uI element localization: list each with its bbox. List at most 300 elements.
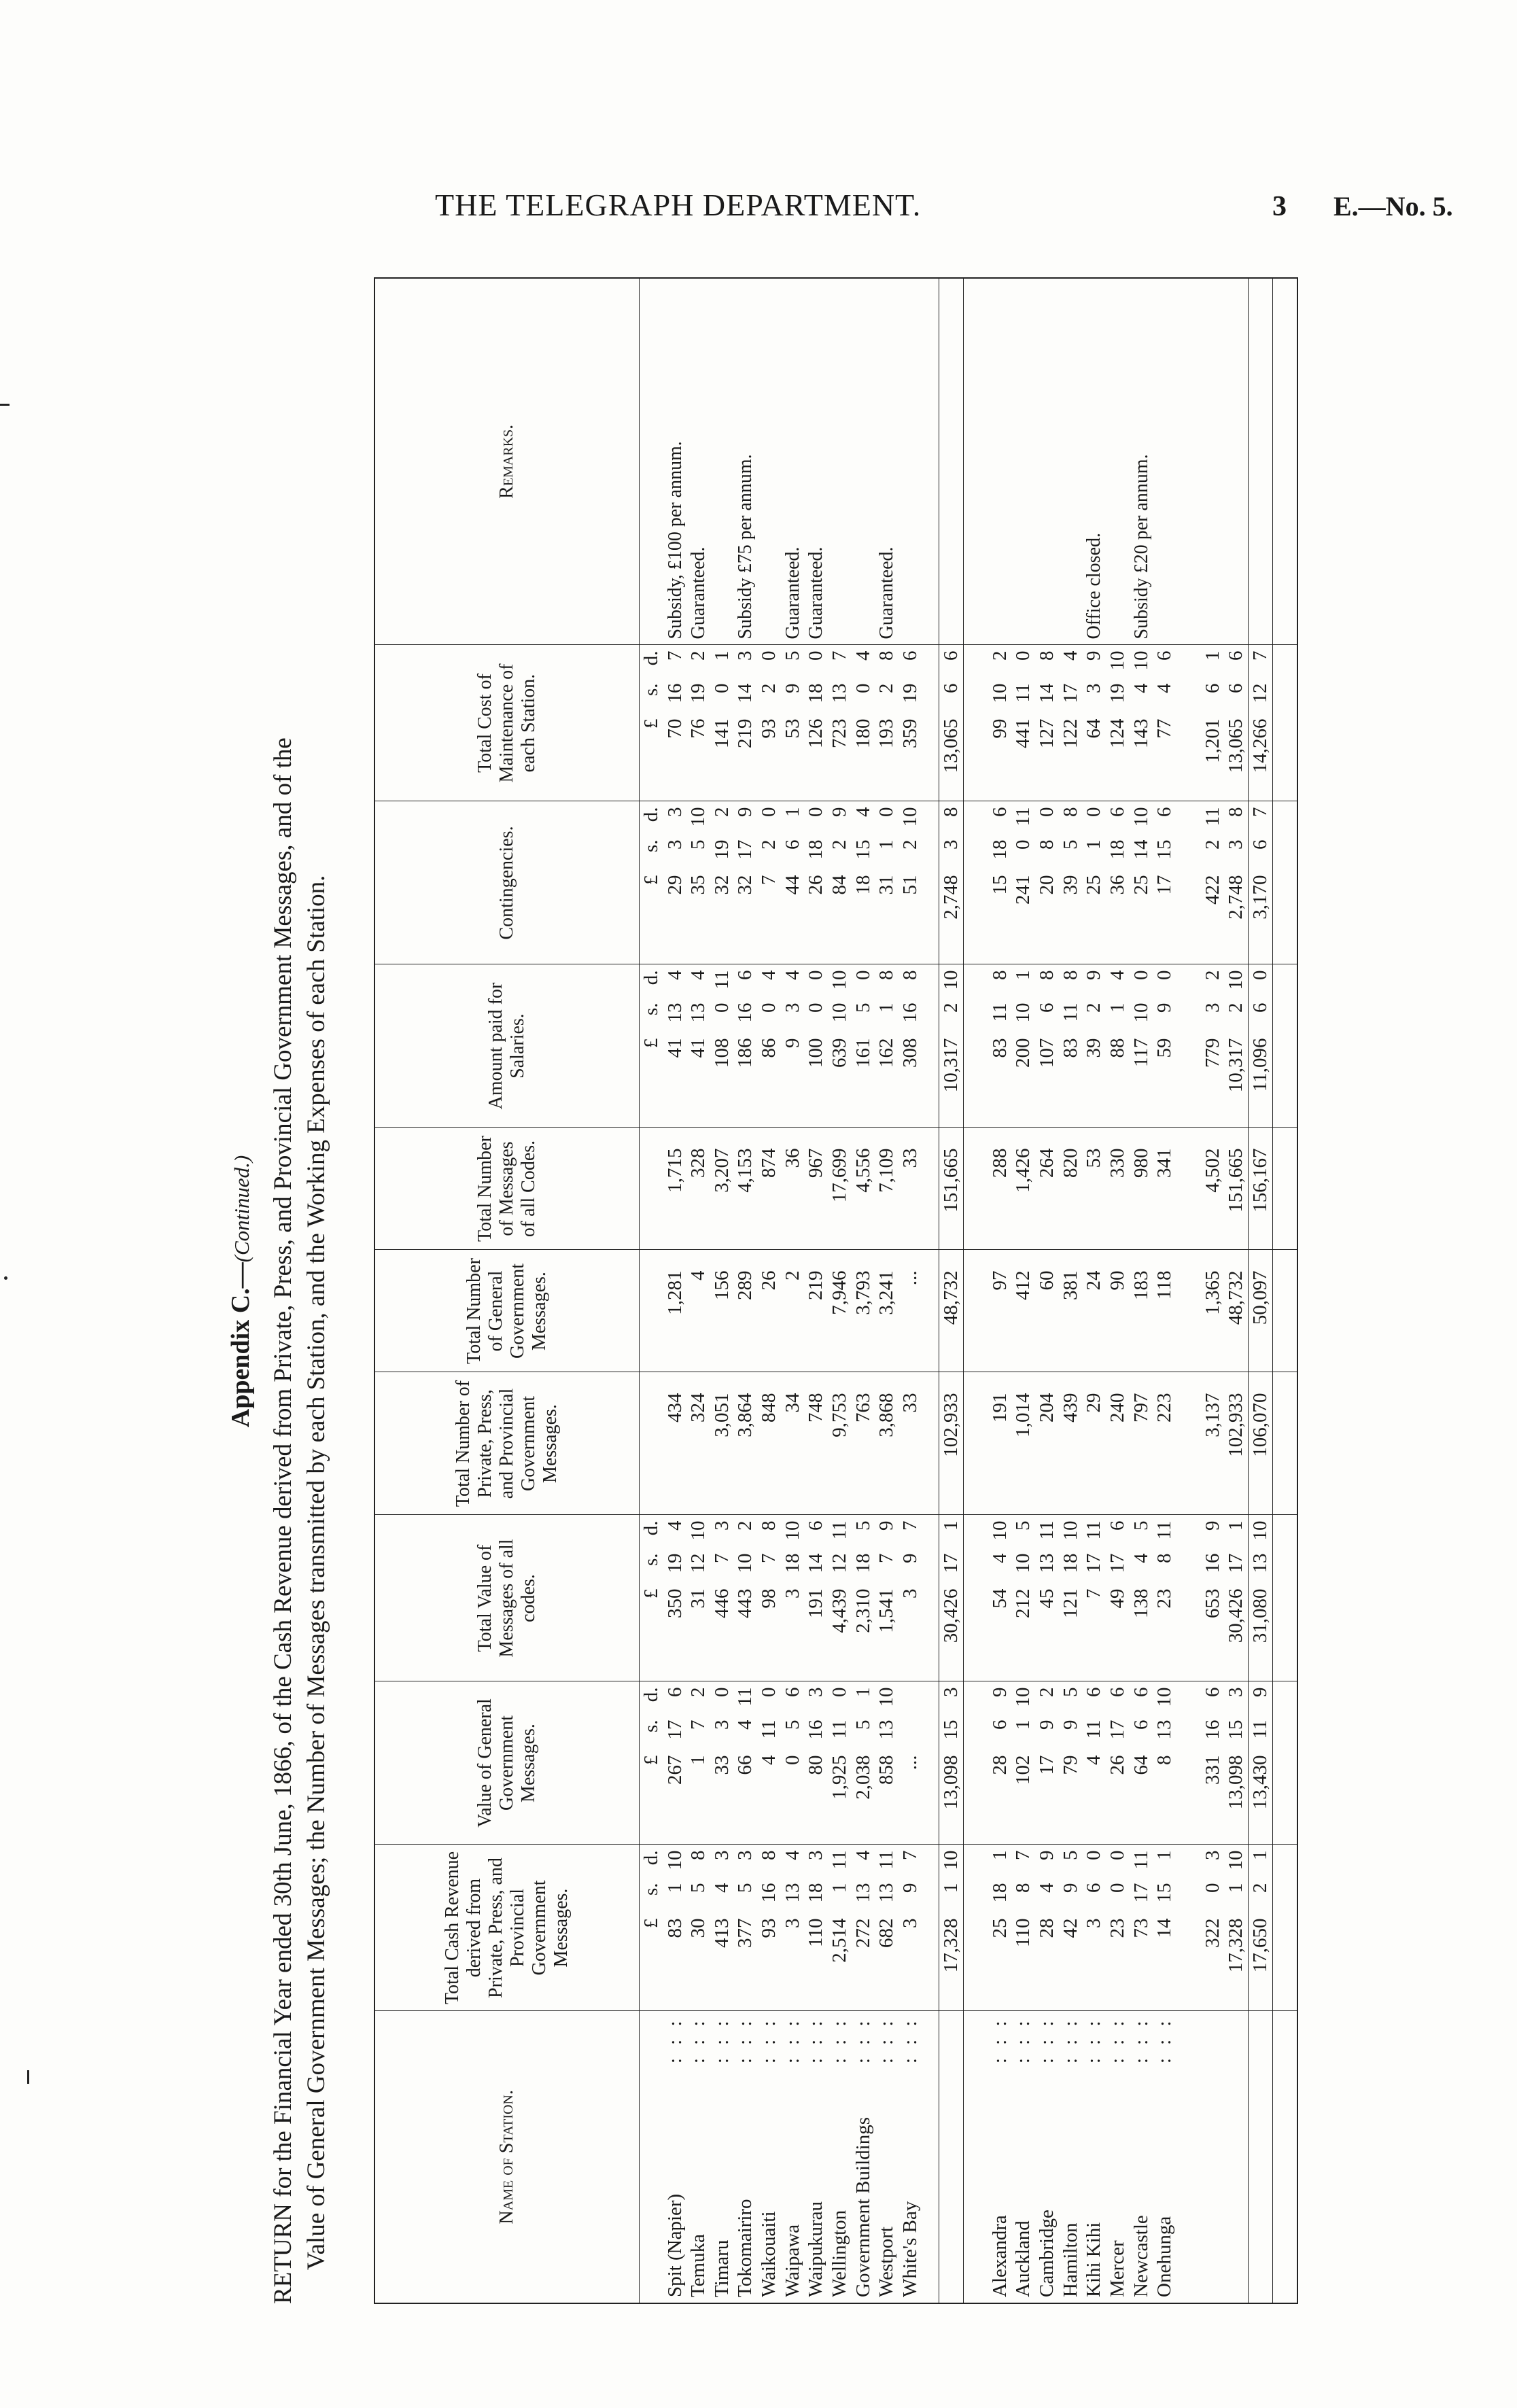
maintenance-pence: 10 [1106,650,1128,671]
contingencies-pence: 11 [1012,807,1034,826]
station-row [1106,278,1130,2303]
cell-maintenance [1059,645,1083,801]
maintenance-pence: 1 [1201,650,1223,661]
cell-contingencies [1035,801,1059,964]
cash-pounds: 17,328 [940,1918,962,1973]
contingencies-money [758,807,780,959]
total-pounds: 653 [1201,1588,1223,1618]
contingencies-pounds: 25 [1083,875,1105,895]
maintenance-pounds: 1,201 [1201,718,1223,763]
contingencies-pence: 10 [687,807,710,827]
cash-pence: 9 [1036,1850,1058,1860]
document-reference: E.—No. 5. [1333,191,1453,222]
station-name: Cambridge [1036,2210,1058,2297]
general-pounds: 102 [1012,1755,1034,1785]
cell-number-private: 848 [757,1372,781,1515]
general-pounds: 80 [805,1755,827,1775]
empty-cell [922,1681,939,1845]
cash-money [735,1851,756,2006]
cell-contingencies [1225,801,1249,964]
cell-number-general: 90 [1106,1250,1130,1372]
maintenance-pounds: 77 [1153,718,1176,739]
cell-number-all: 980 [1130,1128,1153,1250]
salaries-money [758,971,780,1122]
contingencies-pounds: 29 [663,875,686,895]
cash-money [1107,1851,1128,2006]
total-pence: 5 [1130,1520,1152,1531]
cell-salaries [663,964,687,1128]
cell-general-value [899,1681,922,1845]
contingencies-shillings: 14 [1130,839,1152,860]
units-total [640,1515,663,1681]
total-money [941,1521,962,1676]
maintenance-pence: 7 [663,650,686,661]
salaries-shillings: 3 [1201,1002,1223,1013]
empty-cell [1272,801,1297,964]
cell-number-private: 439 [1059,1372,1083,1515]
spacer-row [964,278,988,2303]
total-pence: 6 [805,1520,827,1531]
unit-label: s. [640,1002,662,1016]
cell-contingencies [686,801,710,964]
units-maintenance [640,645,663,801]
salaries-pounds: 117 [1130,1038,1152,1067]
cash-pence: 7 [1012,1850,1034,1860]
cell-cash-revenue [686,1845,710,2011]
salaries-pence: 4 [663,970,686,980]
maintenance-pounds: 64 [1083,718,1105,739]
empty-cell [1225,278,1249,645]
salaries-money [829,971,850,1122]
maintenance-pounds: 180 [852,718,874,748]
cash-money [876,1851,897,2006]
cell-contingencies [1012,801,1036,964]
return-title [266,279,333,2304]
cell-maintenance [852,645,875,801]
cell-number-general: 183 [1130,1250,1153,1372]
maintenance-pence: 10 [1130,650,1152,671]
maintenance-pounds: 124 [1106,718,1128,748]
salaries-pence: 4 [687,970,710,980]
general-pounds: 66 [734,1755,756,1775]
unit-label: s. [640,839,662,853]
contingencies-pounds: 7 [758,875,780,885]
general-pence: 6 [781,1687,803,1697]
maintenance-shillings: 14 [1036,683,1058,703]
cash-shillings: 18 [988,1883,1011,1903]
cell-general-value [1012,1681,1036,1845]
unit-label: £ [640,718,662,729]
cell-total-value [1249,1515,1273,1681]
maintenance-shillings: 9 [781,683,803,693]
cell-total-value [757,1515,781,1681]
cell-contingencies [1059,801,1083,964]
station-name-wrap [1060,2017,1081,2298]
total-money [1107,1521,1128,1676]
cell-number-all: 330 [1106,1128,1130,1250]
cash-pounds: 30 [687,1918,710,1938]
cell-contingencies [1249,801,1273,964]
total-shillings: 17 [940,1553,962,1573]
rotated-return-block [224,279,1285,2304]
station-row [757,278,781,2303]
cell-contingencies [852,801,875,964]
cell-general-value [1035,1681,1059,1845]
remarks-cell [1059,278,1083,645]
general-pence: 6 [1106,1687,1128,1697]
cell-number-private: 191 [988,1372,1012,1515]
maintenance-pence: 2 [988,650,1011,661]
general-money [1131,1688,1152,1839]
page-number: 3 [1272,191,1287,222]
remarks-cell: Guaranteed. [875,278,899,645]
contingencies-pounds: 25 [1130,875,1152,895]
general-pounds: 79 [1059,1755,1081,1775]
total-pence: 3 [710,1520,733,1531]
total-pence: 5 [1012,1520,1034,1531]
empty-cell [1176,1681,1201,1845]
unit-label: £ [640,875,662,885]
contingencies-shillings: 5 [687,839,710,850]
contingencies-money [990,807,1011,959]
cash-pounds: 17,650 [1249,1918,1272,1973]
salaries-shillings: 2 [1225,1002,1247,1013]
station-name: Newcastle [1130,2215,1152,2297]
general-shillings [900,1720,921,1756]
maintenance-money [1154,651,1175,796]
salaries-shillings: 11 [1059,1002,1081,1022]
cash-shillings: 9 [899,1883,921,1893]
maintenance-money [735,651,756,796]
header-contingencies: Contingencies. [374,801,640,964]
cell-number-private: 102,933 [1225,1372,1249,1515]
cell-general-value [710,1681,734,1845]
cell-number-general: 97 [988,1250,1012,1372]
maintenance-pounds: 13,065 [1225,718,1247,773]
salaries-pounds: 39 [1083,1038,1105,1058]
general-pounds: 28 [988,1755,1011,1775]
cell-cash-revenue [875,1845,899,2011]
cell-salaries [1035,964,1059,1128]
contingencies-pence: 6 [988,807,1011,817]
cell-maintenance [710,645,734,801]
cell-general-value [805,1681,829,1845]
cell-number-all: 7,109 [875,1128,899,1250]
cell-number-private: 33 [899,1372,922,1515]
station-row [1035,278,1059,2303]
maintenance-money [876,651,897,796]
maintenance-pounds: 13,065 [940,718,962,773]
unit-label: d. [640,970,662,985]
cell-maintenance [988,645,1012,801]
units-group [641,1521,662,1676]
cash-pounds: 272 [852,1918,874,1948]
cell-total-value [852,1515,875,1681]
maintenance-shillings: 4 [1153,683,1176,693]
cell-number-private: 3,864 [734,1372,758,1515]
maintenance-money [829,651,850,796]
station-name-cell [1130,2011,1153,2303]
header-total-value: Total Value of Messages of all codes. [374,1515,640,1681]
maintenance-pounds: 14,266 [1249,718,1272,773]
salaries-pence: 0 [1153,970,1176,980]
cash-money [1013,1851,1034,2006]
contingencies-shillings: 0 [1012,839,1034,850]
cell-cash-revenue [805,1845,829,2011]
empty-cell [1272,964,1297,1128]
remarks-cell [710,278,734,645]
unit-label: £ [640,1918,662,1928]
station-name: Auckland [1012,2220,1034,2297]
cash-pence: 7 [899,1850,921,1860]
salaries-shillings: 13 [687,1002,710,1023]
empty-cell [1272,278,1297,645]
general-shillings: 6 [1130,1720,1152,1730]
cell-number-private: 3,868 [875,1372,899,1515]
general-pounds: 858 [875,1755,898,1785]
salaries-pence: 0 [1249,970,1272,980]
cell-number-all: 151,665 [939,1128,964,1250]
cell-general-value [1201,1681,1225,1845]
cash-pence: 0 [1083,1850,1105,1860]
cash-shillings: 15 [1153,1883,1176,1903]
cell-number-private: 106,070 [1249,1372,1273,1515]
station-row [988,278,1012,2303]
station-name: Westport [875,2227,898,2297]
cell-cash-revenue [1059,1845,1083,2011]
contingencies-money [853,807,874,959]
remarks-cell: Guaranteed. [686,278,710,645]
general-shillings: 11 [1083,1720,1105,1739]
cash-pounds: 23 [1106,1918,1128,1938]
general-pence: 10 [1153,1687,1176,1707]
station-name-cell [781,2011,805,2303]
cash-shillings: 4 [710,1883,733,1893]
empty-cell [640,2011,663,2303]
cell-maintenance [828,645,852,801]
salaries-shillings: 16 [899,1002,921,1023]
total-shillings: 18 [852,1553,874,1573]
total-money [735,1521,756,1676]
units-general [640,1681,663,1845]
contingencies-shillings: 18 [1106,839,1128,860]
empty-cell [640,1128,663,1250]
salaries-shillings: 2 [1083,1002,1105,1013]
general-money [688,1688,709,1839]
cell-total-value [1106,1515,1130,1681]
cell-number-private: 34 [781,1372,805,1515]
total-pence: 11 [1083,1520,1105,1540]
station-name: Government Buildings [852,2116,874,2297]
general-money [1013,1688,1034,1839]
contingencies-shillings: 15 [852,839,874,860]
station-row [828,278,852,2303]
cell-maintenance [939,645,964,801]
empty-cell [1201,278,1225,645]
empty-cell [922,1128,939,1250]
contingencies-pence: 3 [663,807,686,817]
cell-number-all: 328 [686,1128,710,1250]
station-name: Waipawa [781,2224,803,2297]
total-shillings: 10 [734,1553,756,1573]
cash-pounds: 322 [1201,1918,1223,1948]
cell-general-value [1083,1681,1106,1845]
general-pounds: 2,038 [852,1755,874,1800]
total-pounds: 2,310 [852,1588,874,1633]
total-money [853,1521,874,1676]
cell-contingencies [875,801,899,964]
cell-salaries [988,964,1012,1128]
station-name-cell [828,2011,852,2303]
cash-shillings: 1 [1225,1883,1247,1893]
cell-number-all: 341 [1153,1128,1176,1250]
maintenance-pounds: 359 [899,718,921,748]
header-number-all: Total Number of Messages of all Codes. [374,1128,640,1250]
total-shillings: 7 [875,1553,898,1563]
contingencies-pence: 10 [1130,807,1152,827]
station-name: Mercer [1106,2240,1128,2297]
leader-dots: : : : [1153,2017,1176,2064]
general-money [1036,1688,1058,1839]
salaries-shillings: 10 [829,1002,850,1023]
salaries-money [1131,971,1152,1122]
cell-number-general: 289 [734,1250,758,1372]
station-name-wrap [990,2017,1011,2298]
total-pence: 10 [1249,1520,1272,1541]
general-money [782,1688,803,1839]
maintenance-money [712,651,733,796]
station-row [852,278,875,2303]
salaries-money [1083,971,1104,1122]
leader-dots: : : : [1012,2017,1034,2064]
maintenance-pence: 5 [781,650,803,661]
cell-maintenance [1153,645,1176,801]
maintenance-pence: 1 [710,650,733,661]
cash-pence: 11 [1130,1850,1152,1870]
contingencies-money [665,807,686,959]
maintenance-money [941,651,962,796]
cell-general-value [1153,1681,1176,1845]
cash-shillings: 8 [1012,1883,1034,1893]
station-name: Alexandra [988,2215,1011,2297]
cell-total-value [899,1515,922,1681]
cell-number-all: 4,502 [1201,1128,1225,1250]
maintenance-money [1131,651,1152,796]
general-pence: 6 [1083,1687,1105,1697]
general-money [758,1688,780,1839]
salaries-pence: 0 [805,970,827,980]
total-money [1154,1521,1175,1676]
leader-dots: : : : [687,2017,710,2064]
maintenance-pence: 7 [1249,650,1272,661]
salaries-pounds: 161 [852,1038,874,1068]
maintenance-pence: 4 [852,650,874,661]
contingencies-pounds: 3,170 [1249,875,1272,920]
general-pounds: 1 [687,1755,710,1765]
cell-contingencies [1083,801,1106,964]
contingencies-money [900,807,921,959]
maintenance-pence: 0 [1012,650,1034,661]
units-salaries [640,964,663,1128]
maintenance-shillings: 6 [940,683,962,693]
contingencies-money [1225,807,1246,959]
salaries-pence: 6 [734,970,756,980]
station-name-wrap [876,2017,897,2298]
salaries-shillings: 0 [758,1002,780,1013]
header-general-value: Value of General Government Messages. [374,1681,640,1845]
general-shillings: 15 [1225,1720,1247,1740]
maintenance-pounds: 70 [663,718,686,739]
maintenance-shillings: 12 [1249,683,1272,703]
cell-number-private: 102,933 [939,1372,964,1515]
total-pence: 11 [829,1520,850,1540]
contingencies-pence: 8 [1225,807,1247,817]
salaries-pounds: 308 [899,1038,921,1068]
filler-row [1272,278,1297,2303]
remarks-cell [828,278,852,645]
contingencies-money [1202,807,1223,959]
salaries-shillings: 0 [710,1002,733,1013]
general-pence: 9 [1249,1687,1272,1697]
empty-cell [1272,1372,1297,1515]
empty-cell [964,1372,988,1515]
salaries-money [665,971,686,1122]
cash-shillings: 17 [1130,1883,1152,1903]
cell-total-value [828,1515,852,1681]
cell-maintenance [1106,645,1130,801]
empty-cell [922,2011,939,2303]
contingencies-pounds: 36 [1106,875,1128,895]
cell-contingencies [710,801,734,964]
cash-money [941,1851,962,2006]
maintenance-pounds: 76 [687,718,710,739]
cell-number-general: 3,793 [852,1250,875,1372]
salaries-money [1250,971,1271,1122]
station-name-wrap [1107,2017,1128,2298]
cell-number-private: 434 [663,1372,687,1515]
station-row [875,278,899,2303]
salaries-shillings: 6 [1249,1002,1272,1013]
general-pence: 0 [710,1687,733,1697]
cell-total-value [1059,1515,1083,1681]
cash-money [805,1851,826,2006]
empty-cell [939,2011,964,2303]
cell-number-private: 3,051 [710,1372,734,1515]
station-name-wrap [735,2017,756,2298]
general-pence: 5 [1059,1687,1081,1697]
general-pounds: 13,098 [940,1755,962,1810]
station-name: Spit (Napier) [663,2193,686,2297]
general-pence: 3 [1225,1687,1247,1697]
contingencies-shillings: 5 [1059,839,1081,850]
cell-number-private: 748 [805,1372,829,1515]
contingencies-money [941,807,962,959]
maintenance-shillings: 13 [829,683,850,703]
contingencies-pence: 6 [1106,807,1128,817]
station-row [734,278,758,2303]
maintenance-pence: 0 [758,650,780,661]
general-pence: 10 [1012,1687,1034,1707]
total-pence: 5 [852,1520,874,1531]
total-money [1013,1521,1034,1676]
contingencies-pounds: 44 [781,875,803,895]
scan-mark-left [4,1276,7,1280]
general-shillings: 17 [1106,1720,1128,1740]
contingencies-money [1013,807,1034,959]
total-money [1036,1521,1058,1676]
cell-maintenance [1012,645,1036,801]
cell-number-private: 29 [1083,1372,1106,1515]
